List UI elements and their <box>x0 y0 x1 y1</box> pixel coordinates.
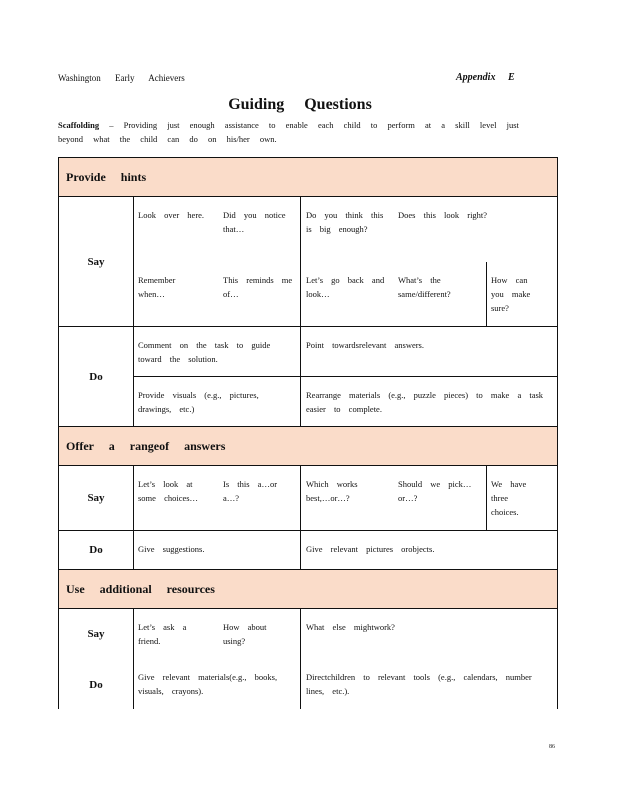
intro-definition: – Providing just enough assistance to enable each child to perform at a skill level just beyond what the child can do on his/her own. <box>58 120 519 144</box>
row-divider <box>133 376 558 377</box>
say-phrase: Did you notice that… <box>223 210 286 234</box>
column-divider <box>486 262 487 327</box>
say-phrase: Let’s ask a friend. <box>138 622 187 646</box>
do-label: Do <box>89 544 103 556</box>
say-phrase: Which works best,…or…? <box>306 479 358 503</box>
intro-paragraph <box>58 118 548 146</box>
section-heading-provide-hints: Provide hints <box>58 157 558 197</box>
say-label: Say <box>87 628 105 640</box>
say-phrase: Do you think this is big enough? <box>306 210 384 234</box>
do-label: Do <box>89 679 103 691</box>
column-divider <box>300 609 301 709</box>
section-heading-offer-range: Offer a rangeof answers <box>58 426 558 466</box>
do-action: Give relevant materials(e.g., books, visuals, crayons). <box>138 672 278 696</box>
do-action: Comment on the task to guide toward the solution. <box>138 340 271 364</box>
say-phrase: How about using? <box>223 622 267 646</box>
say-phrase: Let’s look at some choices… <box>138 479 199 503</box>
column-divider <box>300 197 301 426</box>
do-action: Point towardsrelevant answers. <box>306 340 424 350</box>
do-label: Do <box>89 371 103 383</box>
say-label: Say <box>87 492 105 504</box>
page-number: 86 <box>549 744 555 750</box>
do-action: Give relevant pictures orobjects. <box>306 544 435 554</box>
section-heading-additional-resources: Use additional resources <box>58 569 558 609</box>
do-action: Directchildren to relevant tools (e.g., calendars, number lines, etc.). <box>306 672 532 696</box>
say-phrase: Does this look right? <box>398 210 488 220</box>
say-label: Say <box>87 256 105 268</box>
do-action: Give suggestions. <box>138 544 205 554</box>
say-phrase: What else mightwork? <box>306 622 395 632</box>
header-appendix: Appendix E <box>456 72 515 83</box>
do-action: Provide visuals (e.g., pictures, drawings, etc.) <box>138 390 259 414</box>
say-phrase: How can you make sure? <box>491 275 531 313</box>
intro-term: Scaffolding <box>58 120 100 130</box>
say-phrase: Is this a…or a…? <box>223 479 278 503</box>
say-phrase: Let’s go back and look… <box>306 275 385 299</box>
say-phrase: This reminds me of… <box>223 275 293 299</box>
header-program-name: Washington Early Achievers <box>58 73 185 83</box>
say-phrase: Look over here. <box>138 210 205 220</box>
say-phrase: Remember when… <box>138 275 176 299</box>
say-phrase: What’s the same/different? <box>398 275 451 299</box>
say-phrase: Should we pick…or…? <box>398 479 472 503</box>
column-divider <box>486 466 487 530</box>
do-action: Rearrange materials (e.g., puzzle pieces) to make a task easier to complete. <box>306 390 544 414</box>
column-divider <box>300 466 301 569</box>
page-title: Guiding Questions <box>228 96 372 113</box>
say-phrase: We have three choices. <box>491 479 527 517</box>
